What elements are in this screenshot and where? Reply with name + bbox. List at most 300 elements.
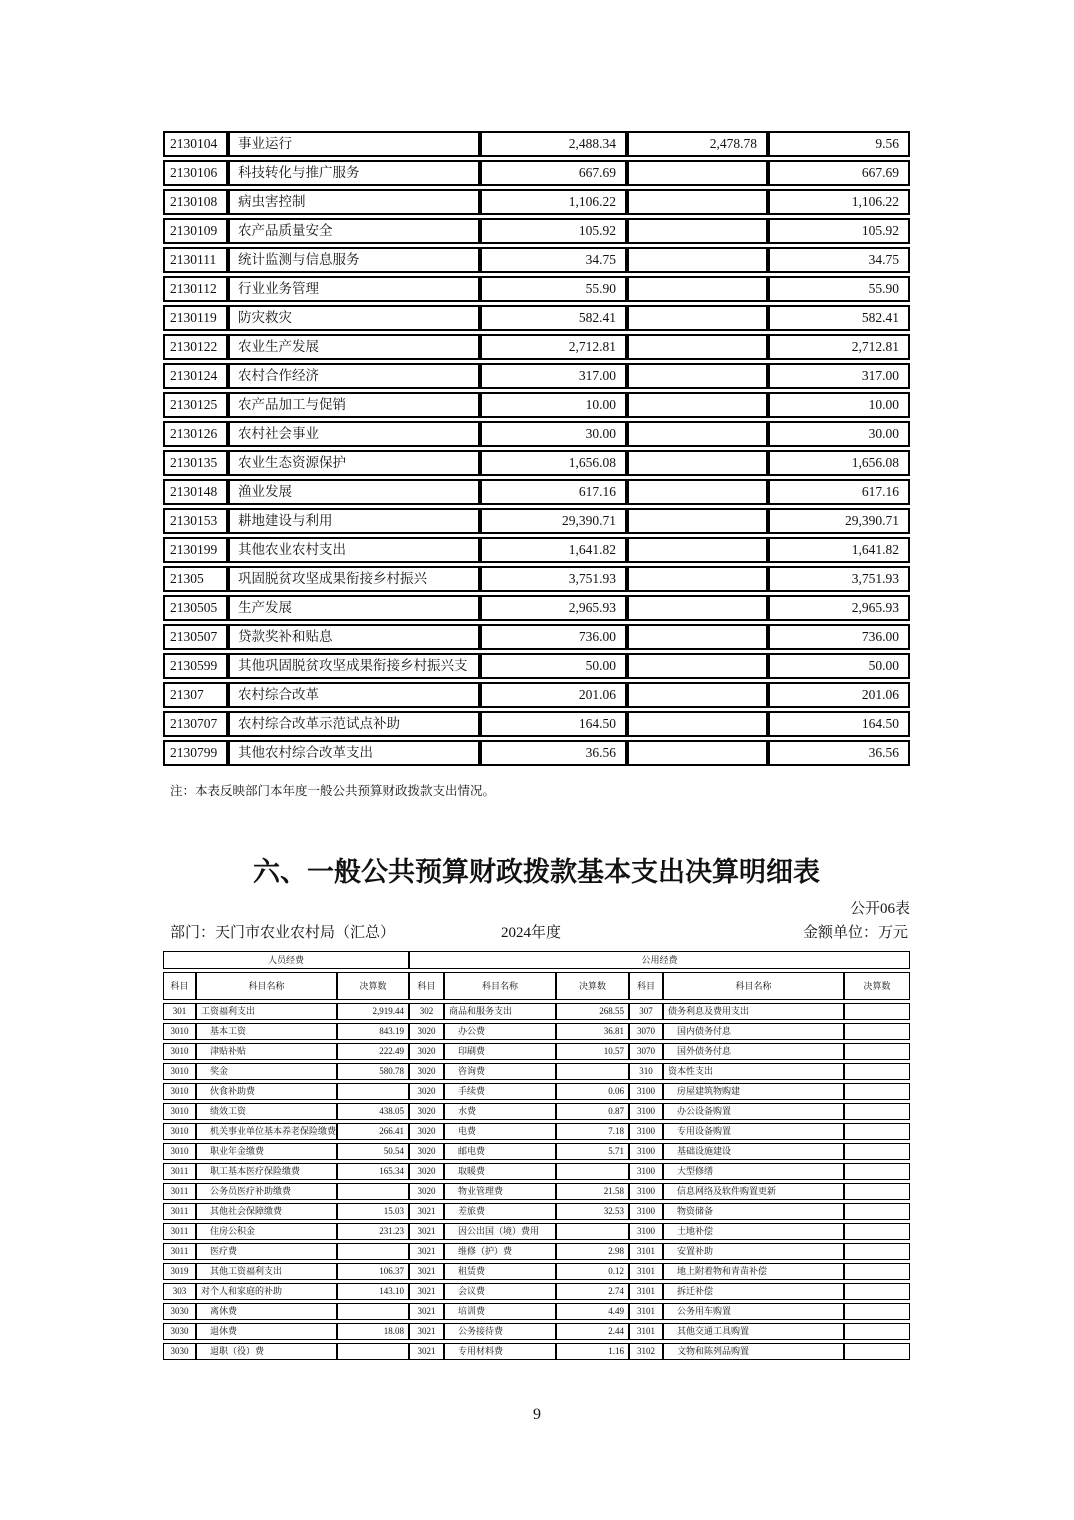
amount-total: 34.75	[480, 247, 627, 273]
personnel-subject-name: 其他工资福利支出	[196, 1263, 337, 1280]
amount-total: 2,712.81	[480, 334, 627, 360]
amount-basic	[627, 363, 768, 389]
public-subject-name: 会议费	[444, 1283, 556, 1300]
public2-subject-name: 大型修缮	[663, 1163, 844, 1180]
personnel-amount: 222.49	[337, 1043, 409, 1060]
personnel-amount: 165.34	[337, 1163, 409, 1180]
public-subject-name: 维修（护）费	[444, 1243, 556, 1260]
personnel-subject-code: 3010	[163, 1143, 196, 1160]
public-subject-code: 302	[409, 1003, 444, 1020]
personnel-subject-code: 3010	[163, 1103, 196, 1120]
public2-subject-code: 310	[629, 1063, 663, 1080]
expenditure-row	[163, 450, 910, 476]
public2-amount	[844, 1183, 910, 1200]
subject-name: 防灾救灾	[228, 305, 480, 331]
col-header-subject-name: 科目名称	[663, 972, 844, 1000]
personnel-subject-code: 3010	[163, 1043, 196, 1060]
subject-code: 2130122	[163, 334, 228, 360]
subject-name: 其他巩固脱贫攻坚成果衔接乡村振兴支	[228, 653, 480, 679]
expenditure-row	[163, 160, 910, 186]
amount-basic	[627, 450, 768, 476]
detail-row	[163, 1343, 910, 1360]
public2-amount	[844, 1303, 910, 1320]
public2-amount	[844, 1243, 910, 1260]
personnel-subject-code: 3011	[163, 1163, 196, 1180]
personnel-subject-code: 303	[163, 1283, 196, 1300]
personnel-subject-name: 对个人和家庭的补助	[196, 1283, 337, 1300]
public-subject-name: 水费	[444, 1103, 556, 1120]
col-header-amount: 决算数	[556, 972, 629, 1000]
amount-project: 9.56	[768, 131, 910, 157]
detail-row	[163, 1303, 910, 1320]
personnel-amount: 438.05	[337, 1103, 409, 1120]
personnel-amount: 106.37	[337, 1263, 409, 1280]
personnel-subject-code: 3010	[163, 1023, 196, 1040]
public2-subject-name: 办公设备购置	[663, 1103, 844, 1120]
amount-total: 105.92	[480, 218, 627, 244]
expenditure-row	[163, 566, 910, 592]
amount-total: 3,751.93	[480, 566, 627, 592]
public-subject-code: 3021	[409, 1303, 444, 1320]
public2-amount	[844, 1143, 910, 1160]
public-amount	[556, 1163, 629, 1180]
amount-unit-label: 金额单位：万元	[802, 925, 908, 941]
personnel-subject-name: 津贴补贴	[196, 1043, 337, 1060]
amount-basic	[627, 682, 768, 708]
amount-basic	[627, 189, 768, 215]
amount-basic	[627, 218, 768, 244]
public2-amount	[844, 1203, 910, 1220]
personnel-subject-name: 住房公积金	[196, 1223, 337, 1240]
subject-name: 病虫害控制	[228, 189, 480, 215]
expenditure-row	[163, 711, 910, 737]
expenditure-row	[163, 421, 910, 447]
expenditure-row	[163, 189, 910, 215]
public2-subject-code: 307	[629, 1003, 663, 1020]
amount-basic	[627, 624, 768, 650]
personnel-amount: 231.23	[337, 1223, 409, 1240]
amount-project: 36.56	[768, 740, 910, 766]
public2-amount	[844, 1023, 910, 1040]
expenditure-row	[163, 508, 910, 534]
public2-amount	[844, 1263, 910, 1280]
amount-total: 50.00	[480, 653, 627, 679]
public2-subject-code: 3101	[629, 1283, 663, 1300]
public-subject-name: 公务接待费	[444, 1323, 556, 1340]
personnel-subject-name: 机关事业单位基本养老保险缴费	[196, 1123, 337, 1140]
detail-row	[163, 1083, 910, 1100]
public-amount: 36.81	[556, 1023, 629, 1040]
table-meta-line	[163, 921, 910, 943]
public-subject-code: 3020	[409, 1063, 444, 1080]
public2-subject-name: 公务用车购置	[663, 1303, 844, 1320]
amount-basic	[627, 653, 768, 679]
amount-basic	[627, 479, 768, 505]
personnel-amount: 580.78	[337, 1063, 409, 1080]
public-subject-name: 印刷费	[444, 1043, 556, 1060]
detail-row	[163, 1103, 910, 1120]
personnel-subject-code: 3030	[163, 1303, 196, 1320]
public2-amount	[844, 1123, 910, 1140]
personnel-subject-name: 伙食补助费	[196, 1083, 337, 1100]
public2-subject-code: 3070	[629, 1023, 663, 1040]
detail-row	[163, 1283, 910, 1300]
amount-basic	[627, 421, 768, 447]
amount-total: 1,106.22	[480, 189, 627, 215]
col-header-subject-name: 科目名称	[444, 972, 556, 1000]
public2-amount	[844, 1003, 910, 1020]
personnel-subject-code: 301	[163, 1003, 196, 1020]
subject-name: 农村社会事业	[228, 421, 480, 447]
public-amount: 21.58	[556, 1183, 629, 1200]
public2-amount	[844, 1323, 910, 1340]
personnel-amount: 2,919.44	[337, 1003, 409, 1020]
detail-row	[163, 1203, 910, 1220]
personnel-amount: 50.54	[337, 1143, 409, 1160]
subject-name: 农产品质量安全	[228, 218, 480, 244]
subject-code: 21305	[163, 566, 228, 592]
public2-subject-name: 拆迁补偿	[663, 1283, 844, 1300]
public2-subject-code: 3101	[629, 1263, 663, 1280]
subject-code: 2130199	[163, 537, 228, 563]
public2-amount	[844, 1043, 910, 1060]
personnel-subject-code: 3030	[163, 1343, 196, 1360]
detail-row	[163, 1063, 910, 1080]
public2-subject-code: 3102	[629, 1343, 663, 1360]
public-subject-name: 取暖费	[444, 1163, 556, 1180]
public-amount: 10.57	[556, 1043, 629, 1060]
expenditure-row	[163, 218, 910, 244]
public2-amount	[844, 1163, 910, 1180]
amount-project: 29,390.71	[768, 508, 910, 534]
amount-project: 50.00	[768, 653, 910, 679]
general-budget-expenditure-table	[163, 128, 910, 769]
personnel-subject-name: 职业年金缴费	[196, 1143, 337, 1160]
section-title: 六、一般公共预算财政拨款基本支出决算明细表	[253, 857, 820, 887]
personnel-subject-name: 公务员医疗补助缴费	[196, 1183, 337, 1200]
public-subject-name: 电费	[444, 1123, 556, 1140]
personnel-subject-name: 基本工资	[196, 1023, 337, 1040]
public2-subject-code: 3070	[629, 1043, 663, 1060]
subject-code: 2130125	[163, 392, 228, 418]
amount-project: 201.06	[768, 682, 910, 708]
public2-subject-name: 资本性支出	[663, 1063, 844, 1080]
amount-total: 667.69	[480, 160, 627, 186]
detail-row	[163, 1263, 910, 1280]
amount-basic	[627, 276, 768, 302]
public2-amount	[844, 1083, 910, 1100]
personnel-amount	[337, 1083, 409, 1100]
amount-project: 34.75	[768, 247, 910, 273]
detail-row	[163, 1123, 910, 1140]
detail-row	[163, 1243, 910, 1260]
amount-basic	[627, 305, 768, 331]
personnel-subject-name: 退休费	[196, 1323, 337, 1340]
detail-row	[163, 1023, 910, 1040]
public2-amount	[844, 1343, 910, 1360]
expenditure-row	[163, 334, 910, 360]
public-amount: 268.55	[556, 1003, 629, 1020]
public2-subject-code: 3100	[629, 1123, 663, 1140]
public-subject-name: 专用材料费	[444, 1343, 556, 1360]
expenditure-row	[163, 740, 910, 766]
public-subject-name: 咨询费	[444, 1063, 556, 1080]
amount-total: 1,641.82	[480, 537, 627, 563]
public2-subject-name: 土地补偿	[663, 1223, 844, 1240]
public-amount: 2.74	[556, 1283, 629, 1300]
public-subject-code: 3020	[409, 1023, 444, 1040]
subject-code: 2130599	[163, 653, 228, 679]
public-subject-name: 培训费	[444, 1303, 556, 1320]
public2-amount	[844, 1063, 910, 1080]
public-subject-code: 3020	[409, 1163, 444, 1180]
subject-code: 2130119	[163, 305, 228, 331]
personnel-subject-name: 其他社会保障缴费	[196, 1203, 337, 1220]
public2-subject-name: 房屋建筑物购建	[663, 1083, 844, 1100]
amount-project: 105.92	[768, 218, 910, 244]
personnel-subject-code: 3030	[163, 1323, 196, 1340]
subject-code: 2130124	[163, 363, 228, 389]
expenditure-row	[163, 363, 910, 389]
amount-project: 617.16	[768, 479, 910, 505]
amount-total: 164.50	[480, 711, 627, 737]
detail-row	[163, 1043, 910, 1060]
public-subject-name: 物业管理费	[444, 1183, 556, 1200]
col-header-subject: 科目	[409, 972, 444, 1000]
amount-project: 1,106.22	[768, 189, 910, 215]
amount-project: 3,751.93	[768, 566, 910, 592]
public-subject-name: 办公费	[444, 1023, 556, 1040]
public-amount: 0.87	[556, 1103, 629, 1120]
amount-project: 1,656.08	[768, 450, 910, 476]
public-subject-code: 3021	[409, 1263, 444, 1280]
basic-expenditure-detail-table	[163, 948, 910, 1363]
personnel-subject-code: 3019	[163, 1263, 196, 1280]
subject-name: 科技转化与推广服务	[228, 160, 480, 186]
public2-subject-name: 基础设施建设	[663, 1143, 844, 1160]
col-header-amount: 决算数	[337, 972, 409, 1000]
amount-project: 2,965.93	[768, 595, 910, 621]
public-amount	[556, 1223, 629, 1240]
public2-subject-name: 债务利息及费用支出	[663, 1003, 844, 1020]
public-amount	[556, 1063, 629, 1080]
detail-row	[163, 1003, 910, 1020]
col-header-subject: 科目	[163, 972, 196, 1000]
public2-subject-name: 国外债务付息	[663, 1043, 844, 1060]
public-subject-code: 3021	[409, 1343, 444, 1360]
public-subject-code: 3021	[409, 1323, 444, 1340]
personnel-subject-name: 工资福利支出	[196, 1003, 337, 1020]
public-subject-name: 商品和服务支出	[444, 1003, 556, 1020]
public2-subject-name: 专用设备购置	[663, 1123, 844, 1140]
public-amount: 7.18	[556, 1123, 629, 1140]
public-subject-name: 因公出国（境）费用	[444, 1223, 556, 1240]
public-subject-code: 3020	[409, 1143, 444, 1160]
amount-basic: 2,478.78	[627, 131, 768, 157]
amount-project: 1,641.82	[768, 537, 910, 563]
public2-subject-code: 3100	[629, 1163, 663, 1180]
public2-subject-name: 物资储备	[663, 1203, 844, 1220]
public-subject-code: 3021	[409, 1203, 444, 1220]
public2-subject-code: 3100	[629, 1083, 663, 1100]
expenditure-row	[163, 537, 910, 563]
personnel-subject-code: 3011	[163, 1203, 196, 1220]
amount-total: 1,656.08	[480, 450, 627, 476]
personnel-funds-header: 人员经费	[163, 951, 409, 969]
personnel-amount: 18.08	[337, 1323, 409, 1340]
public2-amount	[844, 1103, 910, 1120]
public-subject-name: 差旅费	[444, 1203, 556, 1220]
subject-code: 2130135	[163, 450, 228, 476]
subject-name: 渔业发展	[228, 479, 480, 505]
public2-subject-code: 3101	[629, 1303, 663, 1320]
personnel-amount: 143.10	[337, 1283, 409, 1300]
public2-subject-name: 其他交通工具购置	[663, 1323, 844, 1340]
detail-row	[163, 1183, 910, 1200]
expenditure-row	[163, 305, 910, 331]
subject-name: 农业生态资源保护	[228, 450, 480, 476]
expenditure-row	[163, 276, 910, 302]
public-funds-header: 公用经费	[409, 951, 910, 969]
personnel-amount: 15.03	[337, 1203, 409, 1220]
public-subject-code: 3021	[409, 1243, 444, 1260]
detail-row	[163, 1323, 910, 1340]
public-amount: 5.71	[556, 1143, 629, 1160]
subject-name: 行业业务管理	[228, 276, 480, 302]
subject-code: 2130505	[163, 595, 228, 621]
amount-basic	[627, 160, 768, 186]
public2-subject-code: 3100	[629, 1203, 663, 1220]
subject-code: 2130112	[163, 276, 228, 302]
personnel-subject-name: 退职（役）费	[196, 1343, 337, 1360]
amount-project: 55.90	[768, 276, 910, 302]
personnel-subject-name: 离休费	[196, 1303, 337, 1320]
amount-total: 36.56	[480, 740, 627, 766]
amount-project: 317.00	[768, 363, 910, 389]
amount-total: 317.00	[480, 363, 627, 389]
subject-code: 2130106	[163, 160, 228, 186]
amount-project: 10.00	[768, 392, 910, 418]
public-subject-code: 3020	[409, 1083, 444, 1100]
subject-name: 农业生产发展	[228, 334, 480, 360]
col-header-subject-name: 科目名称	[196, 972, 337, 1000]
subject-code: 2130799	[163, 740, 228, 766]
personnel-amount	[337, 1243, 409, 1260]
subject-name: 其他农村综合改革支出	[228, 740, 480, 766]
page-number: 9	[533, 1406, 541, 1423]
public-subject-code: 3021	[409, 1283, 444, 1300]
amount-basic	[627, 247, 768, 273]
expenditure-row	[163, 247, 910, 273]
subject-name: 事业运行	[228, 131, 480, 157]
subject-name: 巩固脱贫攻坚成果衔接乡村振兴	[228, 566, 480, 592]
public2-subject-code: 3100	[629, 1223, 663, 1240]
subject-name: 生产发展	[228, 595, 480, 621]
public-amount: 32.53	[556, 1203, 629, 1220]
expenditure-row	[163, 653, 910, 679]
personnel-subject-name: 奖金	[196, 1063, 337, 1080]
subject-name: 农产品加工与促销	[228, 392, 480, 418]
amount-project: 667.69	[768, 160, 910, 186]
detail-row	[163, 1163, 910, 1180]
column-header-row	[163, 972, 910, 1000]
public-amount: 2.98	[556, 1243, 629, 1260]
public2-subject-code: 3100	[629, 1103, 663, 1120]
personnel-subject-code: 3010	[163, 1123, 196, 1140]
public2-amount	[844, 1283, 910, 1300]
personnel-subject-code: 3010	[163, 1063, 196, 1080]
group-header-row	[163, 951, 910, 969]
amount-project: 736.00	[768, 624, 910, 650]
amount-basic	[627, 537, 768, 563]
public-amount: 0.06	[556, 1083, 629, 1100]
public2-subject-name: 安置补助	[663, 1243, 844, 1260]
amount-total: 55.90	[480, 276, 627, 302]
amount-total: 201.06	[480, 682, 627, 708]
personnel-amount	[337, 1343, 409, 1360]
table-code-label: 公开06表	[849, 901, 910, 917]
subject-code: 2130126	[163, 421, 228, 447]
col-header-subject: 科目	[629, 972, 663, 1000]
amount-project: 582.41	[768, 305, 910, 331]
personnel-amount	[337, 1183, 409, 1200]
subject-name: 耕地建设与利用	[228, 508, 480, 534]
subject-code: 2130104	[163, 131, 228, 157]
subject-name: 农村合作经济	[228, 363, 480, 389]
subject-name: 农村综合改革示范试点补助	[228, 711, 480, 737]
amount-basic	[627, 595, 768, 621]
public2-subject-name: 文物和陈列品购置	[663, 1343, 844, 1360]
subject-code: 2130707	[163, 711, 228, 737]
public2-subject-name: 信息网络及软件购置更新	[663, 1183, 844, 1200]
col-header-amount: 决算数	[844, 972, 910, 1000]
personnel-amount: 266.41	[337, 1123, 409, 1140]
public-amount: 2.44	[556, 1323, 629, 1340]
public2-subject-name: 地上附着物和青苗补偿	[663, 1263, 844, 1280]
amount-basic	[627, 711, 768, 737]
subject-name: 其他农业农村支出	[228, 537, 480, 563]
expenditure-row	[163, 595, 910, 621]
subject-name: 农村综合改革	[228, 682, 480, 708]
public2-subject-code: 3100	[629, 1143, 663, 1160]
public2-subject-code: 3101	[629, 1243, 663, 1260]
subject-code: 2130111	[163, 247, 228, 273]
amount-project: 30.00	[768, 421, 910, 447]
fiscal-year-label: 2024年度	[501, 925, 562, 941]
amount-basic	[627, 392, 768, 418]
detail-row	[163, 1223, 910, 1240]
amount-total: 582.41	[480, 305, 627, 331]
amount-total: 30.00	[480, 421, 627, 447]
public-amount: 4.49	[556, 1303, 629, 1320]
amount-total: 2,965.93	[480, 595, 627, 621]
department-label: 部门：天门市农业农村局（汇总）	[170, 925, 396, 941]
public-subject-code: 3021	[409, 1223, 444, 1240]
subject-code: 2130507	[163, 624, 228, 650]
expenditure-row	[163, 479, 910, 505]
personnel-amount: 843.19	[337, 1023, 409, 1040]
amount-basic	[627, 740, 768, 766]
subject-code: 21307	[163, 682, 228, 708]
public-subject-name: 租赁费	[444, 1263, 556, 1280]
subject-name: 统计监测与信息服务	[228, 247, 480, 273]
expenditure-row	[163, 624, 910, 650]
public-subject-name: 手续费	[444, 1083, 556, 1100]
subject-code: 2130153	[163, 508, 228, 534]
expenditure-row	[163, 131, 910, 157]
amount-total: 2,488.34	[480, 131, 627, 157]
personnel-subject-name: 职工基本医疗保险缴费	[196, 1163, 337, 1180]
